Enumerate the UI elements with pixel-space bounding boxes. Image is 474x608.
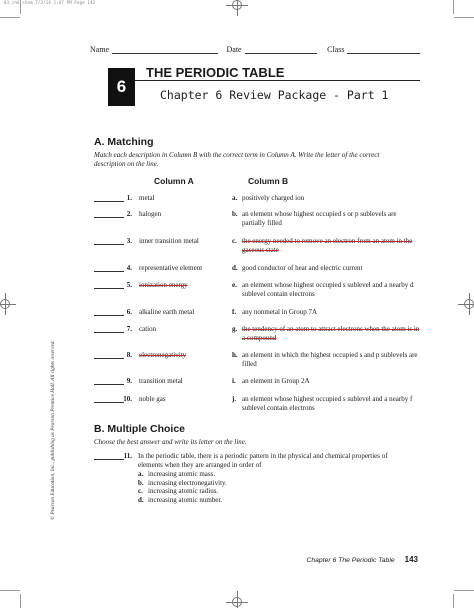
registration-mark-bottom [230,595,244,608]
column-b-description: an element whose highest occupied s or p sublevels are partially filled [242,210,397,227]
item-number: 8. [126,351,132,359]
column-b-description: any nonmetal in Group 7A [242,308,318,316]
chapter-subtitle: Chapter 6 Review Package - Part 1 [160,88,389,102]
item-number: 9. [126,377,132,385]
option-text: increasing electronegativity. [148,478,227,487]
column-b-description: an element in which the highest occupied s and p sublevels are filled [242,351,418,368]
column-b-letter: j. [232,395,237,403]
section-b-instructions: Choose the best answer and write its letter on the line. [94,438,247,446]
item-number: 1. [126,194,132,202]
column-b-description: an element whose highest occupied s sublevel and a nearby f sublevel contain electrons [242,395,413,412]
column-b-letter: h. [232,351,238,359]
column-b-letter: g. [232,325,238,333]
column-a-term: cation [139,325,157,333]
chapter-title: THE PERIODIC TABLE [146,65,285,80]
item-number: 7. [126,325,132,333]
registration-mark-right [462,297,474,311]
crop-line [453,594,454,608]
column-b-description: good conductor of heat and electric current [242,264,363,272]
crop-line [0,17,20,18]
question-number: 11. [123,452,132,460]
class-label: Class [327,45,345,54]
column-a-term: noble gas [139,395,166,403]
column-b-description-struck: the energy needed to remove an electron from an atom in the gaseous state [242,237,413,254]
option-text: increasing atomic mass. [148,470,216,478]
option-letter: a. [138,470,144,478]
column-a-term: metal [139,194,155,202]
class-field[interactable] [347,46,420,54]
item-number: 2. [126,210,132,218]
name-label: Name [90,45,110,54]
item-number: 5. [126,281,132,289]
column-b-letter: c. [232,237,237,245]
column-b-letter: f. [232,308,237,316]
item-number: 10. [123,395,132,403]
answer-option [138,470,227,479]
crop-line [454,590,474,591]
column-a-term: halogen [139,210,162,218]
column-a-term-struck: ionization energy [139,281,188,289]
column-b-description: positively charged ion [242,194,305,202]
answer-options [138,470,227,504]
column-b-description: an element whose highest occupied s sublevel and a nearby d sublevel contain electrons [242,281,414,298]
column-b-description-struck: the tendency of an atom to attract electrons when the atom is in a compound [242,325,420,342]
question-stem: In the periodic table, there is a periodic pattern in the physical and chemical properties of elements when they are arranged in order of [138,452,388,469]
option-letter: d. [138,495,144,504]
date-field[interactable] [245,46,318,54]
student-info-row [90,45,420,54]
item-number: 4. [126,264,132,272]
crop-line [20,594,21,608]
column-b-heading: Column B [248,176,289,186]
name-field[interactable] [112,46,218,54]
section-b-title: B. Multiple Choice [94,423,186,435]
page-footer [306,555,418,564]
column-b-letter: i. [232,377,236,385]
crop-line [454,17,474,18]
column-a-term: representative element [139,264,203,272]
registration-mark-left [0,297,12,311]
column-b-letter: e. [232,281,237,289]
copyright-credit: © Pearson Education, Inc., publishing as Pearson Prentice Hall. All rights reserved. [50,340,56,520]
column-a-term: inner transition metal [139,237,199,245]
option-text: increasing atomic radius. [148,487,219,495]
option-letter: b. [138,478,144,487]
section-a-title: A. Matching [94,136,154,148]
print-slug: 03_ch6_chem 7/3/14 3:47 PM Page 143 [4,0,96,5]
answer-option [138,479,227,488]
chapter-number-box: 6 [108,68,135,106]
crop-line [20,0,21,14]
answer-option [138,487,227,496]
option-letter: c. [138,487,143,495]
section-a-instructions: Match each description in Column B with the correct term in Column A. Write the letter of the correct description on the line. [94,151,380,168]
column-b-letter: a. [232,194,238,202]
answer-option [138,496,227,505]
crop-line [0,590,20,591]
footer-chapter-text: Chapter 6 The Periodic Table [306,557,395,564]
date-label: Date [226,45,242,54]
column-b-description: an element in Group 2A [242,377,310,385]
column-a-term: alkaline earth metal [139,308,195,316]
crop-line [453,0,454,14]
column-a-heading: Column A [154,176,194,186]
column-a-term: transition metal [139,377,183,385]
column-a-term-struck: electronegativity [139,351,187,359]
page-number: 143 [404,555,418,564]
item-number: 3. [126,237,132,245]
column-b-letter: d. [232,264,238,272]
option-text: increasing atomic number. [148,495,223,504]
column-b-letter: b. [232,210,238,218]
registration-mark-top [230,0,244,12]
item-number: 6. [126,308,132,316]
